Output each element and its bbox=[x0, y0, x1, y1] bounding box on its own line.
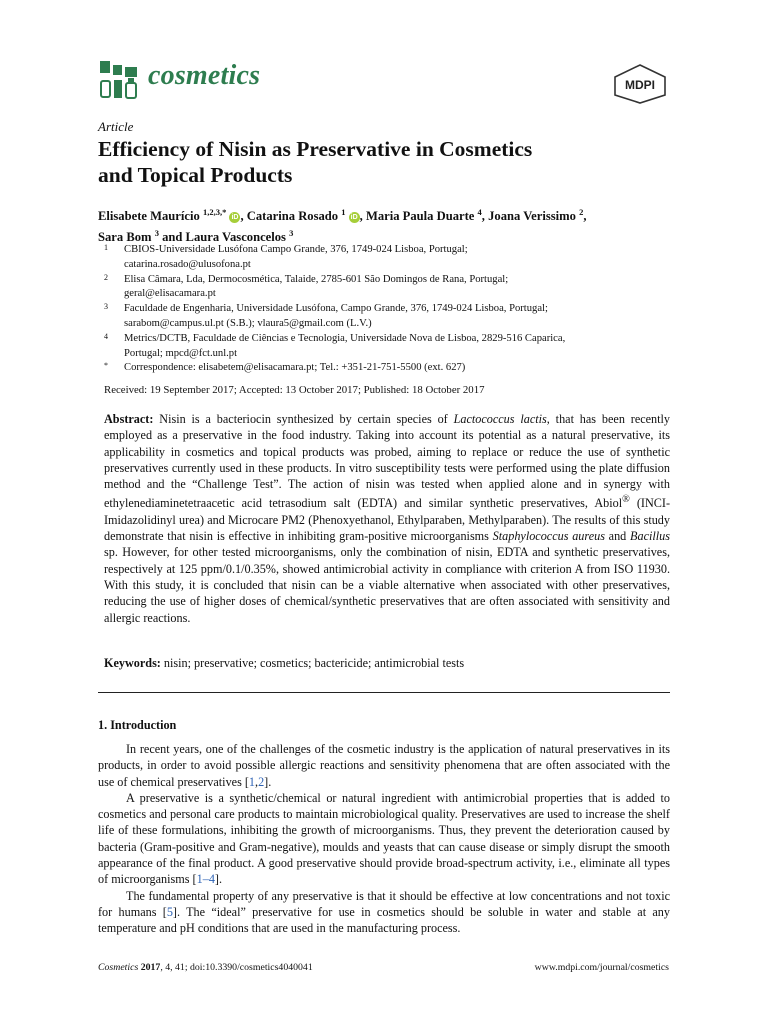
keywords-label: Keywords: bbox=[104, 656, 161, 670]
keywords bbox=[104, 656, 670, 671]
abstract bbox=[104, 411, 670, 626]
affiliation-email[interactable]: geral@elisacamara.pt bbox=[124, 288, 216, 300]
journal-name: cosmetics bbox=[148, 60, 261, 91]
affiliation-list bbox=[104, 243, 674, 376]
citation-link[interactable]: 5 bbox=[166, 904, 173, 919]
footer-url[interactable]: www.mdpi.com/journal/cosmetics bbox=[534, 962, 669, 973]
title-line-2: and Topical Products bbox=[98, 163, 293, 187]
footer-year: 2017 bbox=[140, 962, 161, 973]
paragraph-text: In recent years, one of the challenges of the cosmetic industry is the application of natural preservatives in its products, in order to avoid possible allergic reactions and sensitivity phenomena that are often associated with the use of chemical preservatives [ bbox=[98, 742, 670, 789]
article-type-label: Article bbox=[98, 119, 134, 134]
affiliation-item bbox=[104, 273, 674, 303]
paragraph bbox=[98, 790, 670, 888]
paragraph: In recent years, one of the challenges of the cosmetic industry is the application of natural preservatives in its products, in order to avoid possible allergic reactions and sensitivity phenomena that are often associated with the use of chemical preservatives [1,2]. bbox=[98, 742, 670, 789]
author-name[interactable]: Sara Bom bbox=[98, 230, 152, 245]
affiliation-line: Faculdade de Engenharia, Universidade Lusófona, Campo Grande, 376, 1749-024 Lisboa, Portugal; bbox=[124, 303, 548, 315]
paragraph-text: ]. The “ideal” preservative for use in cosmetics should be soluble in water and stable at any temperature and pH conditions that are used in the manufacturing process. bbox=[98, 904, 670, 936]
author-affiliation-marks: 2 bbox=[579, 207, 584, 217]
affiliation-email[interactable]: sarabom@campus.ul.pt (S.B.); vlaura5@gmail.com (L.V.) bbox=[124, 317, 372, 329]
article-title bbox=[98, 136, 678, 188]
affiliation-number: 4 bbox=[104, 331, 108, 341]
species-name: Lactococcus lactis bbox=[453, 412, 547, 426]
affiliation-line: Portugal; mpcd@fct.unl.pt bbox=[124, 347, 238, 359]
author-name[interactable]: Laura Vasconcelos bbox=[185, 230, 286, 245]
keywords-text: nisin; preservative; cosmetics; bactericide; antimicrobial tests bbox=[163, 656, 465, 670]
species-name: Bacillus bbox=[630, 529, 670, 544]
abstract-text: and bbox=[604, 529, 631, 544]
author-name[interactable]: Elisabete Maurício bbox=[98, 209, 200, 224]
abstract-label: Abstract: bbox=[104, 412, 154, 426]
author-affiliation-marks: 3 bbox=[154, 228, 159, 239]
affiliation-line: Elisa Câmara, Lda, Dermocosmética, Talaide, 2785-601 São Domingos de Rana, Portugal; bbox=[124, 273, 509, 285]
section-divider bbox=[98, 692, 670, 693]
correspondence-line[interactable]: Correspondence: elisabetem@elisacamara.pt; Tel.: +351-21-751-5500 (ext. 627) bbox=[124, 362, 466, 374]
correspondence-item bbox=[104, 361, 674, 376]
affiliation-item bbox=[104, 243, 674, 273]
footer-doi[interactable]: , 4, 41; doi:10.3390/cosmetics4040041 bbox=[160, 962, 313, 973]
paragraph-text: The fundamental property of any preservative is that it should be effective at low concentrations and not toxic for humans [ bbox=[98, 888, 670, 919]
paragraph-text: A preservative is a synthetic/chemical or natural ingredient with antimicrobial properties that is added to cosmetics and personal care products to maintain microbiological quality. Preservatives are used to increase the shelf life of these formulations, inhibiting the growth of microorganisms. Thus, they prevent the deterioration caused by bacteria (Gram-positive and Gram-negative), moulds and yeasts that can cause disease or simply disrupt the smooth appearance of the final product. A good preservative should provide broad-spectrum activity, i.e., eliminate all types of microorganisms [ bbox=[98, 790, 670, 887]
svg-text:MDPI: MDPI bbox=[625, 78, 655, 92]
author-name[interactable]: Joana Verissimo bbox=[488, 209, 576, 224]
abstract-text: sp. However, for other tested microorganisms, only the combination of nisin, EDTA and synthetic preservatives, respectively at 125 ppm/0.1/0.35%, showed antimicrobial activity in compliance with criterion A from ISO 11930. With this study, it is concluded that nisin can be a viable alternative when associated with other preservatives, reducing the use of higher doses of chemical/synthetic preservatives that are often associated with sensitivity and allergic reactions. bbox=[104, 545, 670, 625]
correspondence-mark: * bbox=[104, 361, 108, 371]
paragraph-text: ]. bbox=[264, 774, 272, 789]
title-line-1: Efficiency of Nisin as Preservative in Cosmetics bbox=[98, 137, 533, 161]
orcid-icon[interactable]: iD bbox=[350, 214, 358, 222]
footer-citation bbox=[98, 962, 313, 973]
corresponding-mark: * bbox=[222, 207, 227, 217]
affiliation-line: Metrics/DCTB, Faculdade de Ciências e Tecnologia, Universidade Nova de Lisboa, 2829-516 Caparica, bbox=[124, 332, 566, 344]
footer-journal: Cosmetics bbox=[98, 962, 139, 973]
mdpi-publisher-logo-icon bbox=[612, 64, 668, 104]
affiliation-number: 1 bbox=[104, 243, 108, 252]
author-name[interactable]: Catarina Rosado bbox=[246, 209, 339, 224]
author-name[interactable]: Maria Paula Duarte bbox=[365, 209, 475, 224]
orcid-icon[interactable]: iD bbox=[231, 214, 239, 222]
citation-link[interactable]: 1 bbox=[248, 774, 256, 789]
affiliation-number: 3 bbox=[104, 302, 108, 312]
citation-link[interactable]: 2 bbox=[258, 774, 265, 789]
cosmetics-journal-logo-icon bbox=[98, 58, 142, 102]
species-name: Staphylococcus aureus bbox=[492, 529, 605, 544]
affiliation-line: CBIOS-Universidade Lusófona Campo Grande, 376, 1749-024 Lisboa, Portugal; bbox=[124, 244, 468, 255]
publication-dates: Received: 19 September 2017; Accepted: 13 October 2017; Published: 18 October 2017 bbox=[104, 384, 485, 396]
paragraph bbox=[98, 888, 670, 937]
citation-link[interactable]: 1–4 bbox=[196, 872, 215, 887]
abstract-text: (INCI-Imidazolidinyl urea) and Microcare PM2 (Phenoxyethanol, Ethylparaben, Methylparaben). The results of this study demonstrate that nisin is effective in inhibiting gram-positive microorganisms bbox=[104, 496, 671, 544]
abstract-text: Nisin is a bacteriocin synthesized by certain species of bbox=[159, 412, 454, 426]
affiliation-item bbox=[104, 302, 674, 332]
author-affiliation-marks: 1 bbox=[341, 207, 346, 217]
author-affiliation-marks: 3 bbox=[289, 228, 294, 239]
affiliation-item bbox=[104, 332, 674, 362]
introduction-body bbox=[98, 741, 670, 937]
paragraph-text: ]. bbox=[214, 872, 223, 887]
author-affiliation-marks: 4 bbox=[477, 207, 482, 217]
registered-mark: ® bbox=[622, 494, 630, 506]
author-list: Elisabete Maurício $^{1,2,3,*}$ iD , Catarina Rosado $^1$ iD , Maria Paula Duarte $^4$, Joana Verissimo $^2$, Sara Bom $^3$ and Laura Vasconcelos $^3$ bbox=[98, 207, 587, 245]
section-heading: 1. Introduction bbox=[98, 718, 177, 732]
affiliation-number: 2 bbox=[104, 272, 108, 282]
author-affiliation-marks: 1,2,3, bbox=[202, 207, 223, 217]
affiliation-email[interactable]: catarina.rosado@ulusofona.pt bbox=[124, 258, 251, 270]
abstract-text: , that has been recently employed as a preservative in the food industry. Taking into account its potential as a natural preservative, its applicability in cosmetics and topical products was probed, aiming to replace or reduce the use of synthetic preservatives currently used in these products. In vitro susceptibility tests were performed using the plate diffusion method and the “Challenge Test”. The action of nisin was tested when applied alone and in synergy with ethylenediaminetetraacetic acid tetrasodium salt (EDTA) and similar synthetic preservatives, Abiol bbox=[104, 412, 671, 511]
